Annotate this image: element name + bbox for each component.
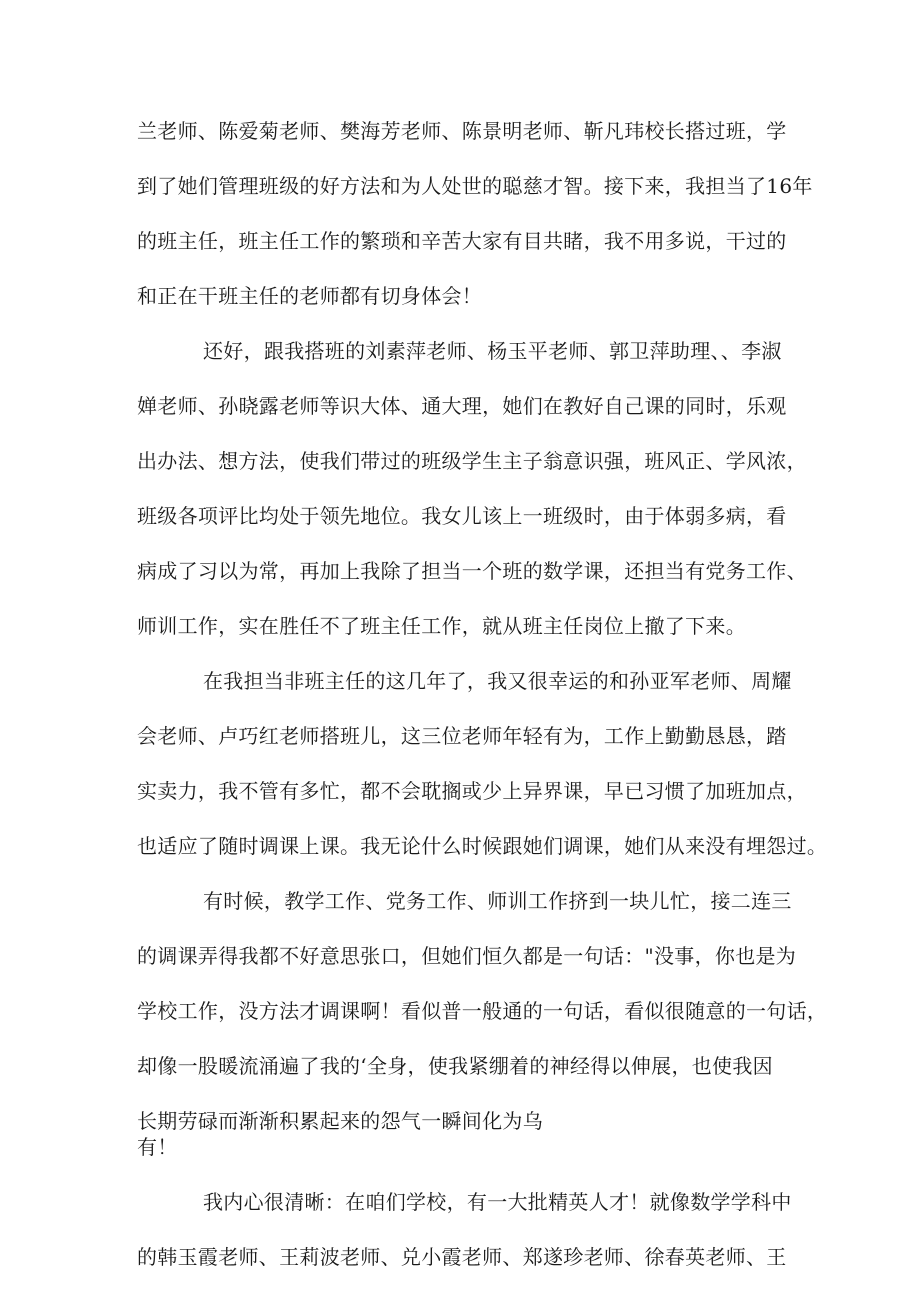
text-line: 班级各项评比均处于领先地位。我女儿该上一班级时，由于体弱多病，看	[137, 504, 787, 528]
text-line: 到了她们管理班级的好方法和为人处世的聪慈才智。接下来，我担当了16年	[137, 174, 813, 198]
text-line: 有时候，教学工作、党务工作、师训工作挤到一块儿忙，接二连三	[203, 889, 792, 913]
text-line: 会老师、卢巧红老师搭班儿，这三位老师年轻有为，工作上勤勤恳恳，踏	[137, 724, 787, 748]
text-line: 长期劳碌而渐渐积累起来的怨气一瞬间化为乌	[137, 1109, 543, 1133]
text-line: 的韩玉霞老师、王莉波老师、兑小霞老师、郑遂珍老师、徐春英老师、王	[137, 1245, 787, 1269]
text-line: 我内心很清晰：在咱们学校，有一大批精英人才！就像数学学科中	[203, 1190, 792, 1214]
text-line: 和正在干班主任的老师都有切身体会！	[137, 284, 483, 308]
text-line: 的调课弄得我都不好意思张口，但她们恒久都是一句话："没事，你也是为	[137, 944, 797, 968]
text-line: 在我担当非班主任的这几年了，我又很幸运的和孙亚军老师、周耀	[203, 669, 792, 693]
text-line: 出办法、想方法，使我们带过的班级学生主子翁意识强，班风正、学风浓，	[137, 449, 807, 473]
text-line: 师训工作，实在胜任不了班主任工作，就从班主任岗位上撤了下来。	[137, 614, 746, 638]
text-line: 却像一股暖流涌遍了我的‘全身，使我紧绷着的神经得以伸展，也使我因	[137, 1054, 773, 1078]
text-line: 兰老师、陈爱菊老师、樊海芳老师、陈景明老师、靳凡玮校长搭过班，学	[137, 119, 787, 143]
text-line: 婵老师、孙晓露老师等识大体、通大理，她们在教好自己课的同时，乐观	[137, 394, 787, 418]
text-line: 的班主任，班主任工作的繁琐和辛苦大家有目共睹，我不用多说，干过的	[137, 229, 787, 253]
text-line: 也适应了随时调课上课。我无论什么时候跟她们调课，她们从来没有埋怨过。	[137, 834, 828, 858]
text-line: 还好，跟我搭班的刘素萍老师、杨玉平老师、郭卫萍助理、、李淑	[203, 339, 782, 363]
text-line: 学校工作，没方法才调课啊！看似普一般通的一句话，看似很随意的一句话，	[137, 999, 828, 1023]
text-line: 有！	[137, 1135, 178, 1159]
text-line: 病成了习以为常，再加上我除了担当一个班的数学课，还担当有党务工作、	[137, 559, 807, 583]
text-line: 实卖力，我不管有多忙，都不会耽搁或少上异界课，早已习惯了加班加点，	[137, 779, 807, 803]
